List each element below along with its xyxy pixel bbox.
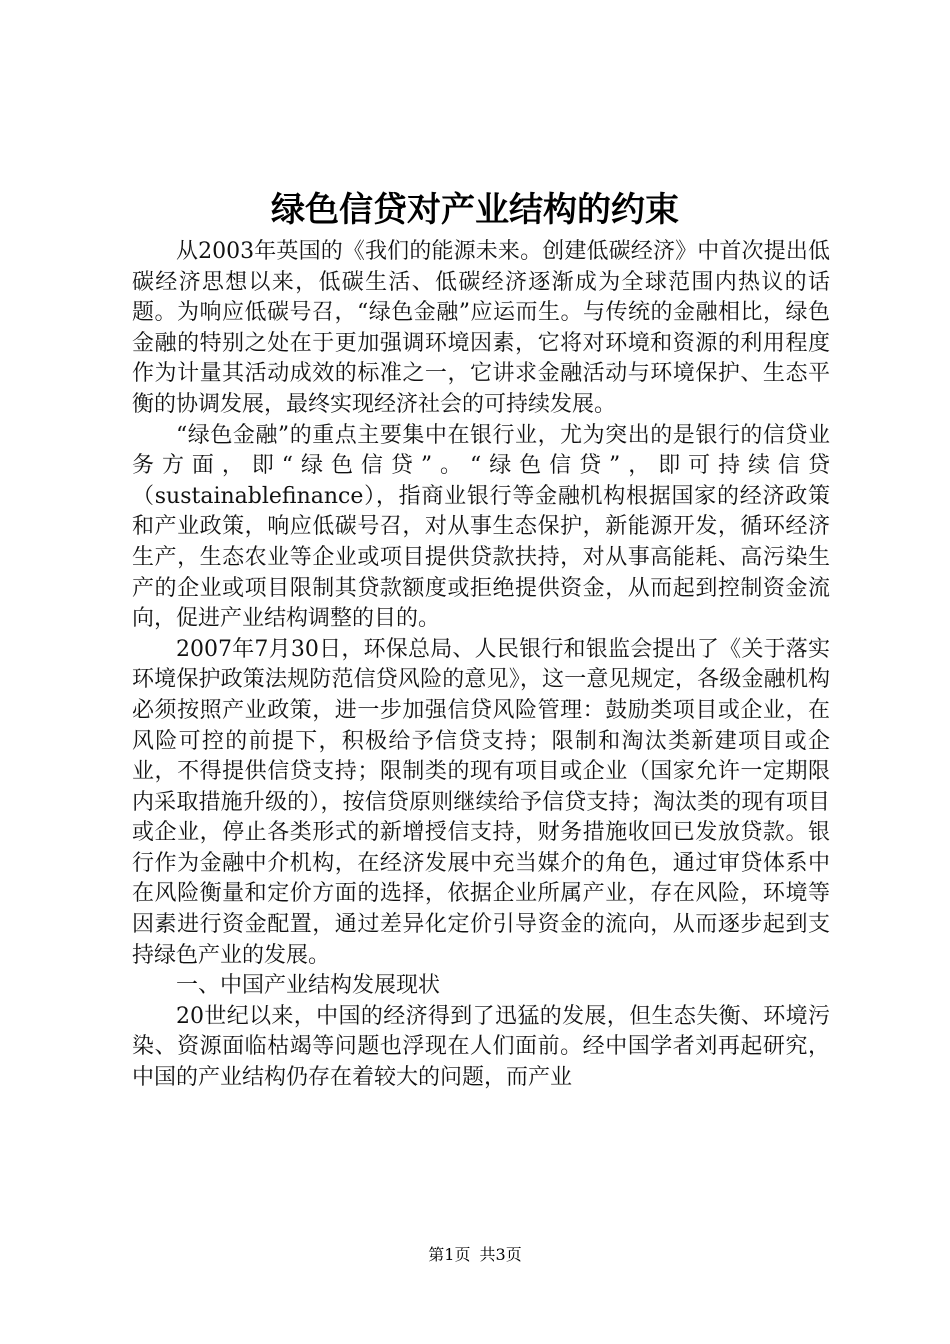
page-number: 第1页 bbox=[428, 1245, 471, 1264]
page-footer bbox=[0, 1244, 950, 1266]
page-total: 共3页 bbox=[479, 1245, 522, 1264]
document-body bbox=[132, 237, 830, 1094]
section-heading: 一、中国产业结构发展现状 bbox=[176, 973, 441, 999]
paragraph-policy: 2007年7月30日，环保总局、人民银行和银监会提出了《关于落实环境保护政策法规防范信贷风险的意见》，这一意见规定，各级金融机构必须按照产业政策，进一步加强信贷风险管理：鼓励类项目或企业，在风险可控的前提下，积极给予信贷支持；限制和淘汰类新建项目或企业，不得提供信贷支持；限制类的现有项目或企业（国家允许一定期限内采取措施升级的），按信贷原则继续给予信贷支持；淘汰类的现有项目或企业，停止各类形式的新增授信支持，财务措施收回已发放贷款。银行作为金融中介机构，在经济发展中充当媒介的角色，通过审贷体系中在风险衡量和定价方面的选择，依据企业所属产业，存在风险，环境等因素进行资金配置，通过差异化定价引导资金的流向，从而逐步起到支持绿色产业的发展。 bbox=[132, 636, 830, 968]
paragraph-current-status: 20世纪以来，中国的经济得到了迅猛的发展，但生态失衡、环境污染、资源面临枯竭等问题也浮现在人们面前。经中国学者刘再起研究，中国的产业结构仍存在着较大的问题，而产业 bbox=[132, 1003, 830, 1091]
paragraph-green-finance: “绿色金融”的重点主要集中在银行业，尤为突出的是银行的信贷业务方面，即“绿色信贷”。“绿色信贷”，即可持续信贷（sustainablefinance），指商业银行等金融机构根据国家的经济政策和产业政策，响应低碳号召，对从事生态保护，新能源开发，循环经济生产，生态农业等企业或项目提供贷款扶持，对从事高能耗、高污染生产的企业或项目限制其贷款额度或拒绝提供资金，从而起到控制资金流向，促进产业结构调整的目的。 bbox=[132, 422, 830, 632]
document-title: 绿色信贷对产业结构的约束 bbox=[271, 190, 679, 230]
paragraph-intro: 从2003年英国的《我们的能源未来。创建低碳经济》中首次提出低碳经济思想以来，低碳生活、低碳经济逐渐成为全球范围内热议的话题。为响应低碳号召，“绿色金融”应运而生。与传统的金融相比，绿色金融的特别之处在于更加强调环境因素，它将对环境和资源的利用程度作为计量其活动成效的标准之一，它讲求金融活动与环境保护、生态平衡的协调发展，最终实现经济社会的可持续发展。 bbox=[132, 239, 830, 417]
